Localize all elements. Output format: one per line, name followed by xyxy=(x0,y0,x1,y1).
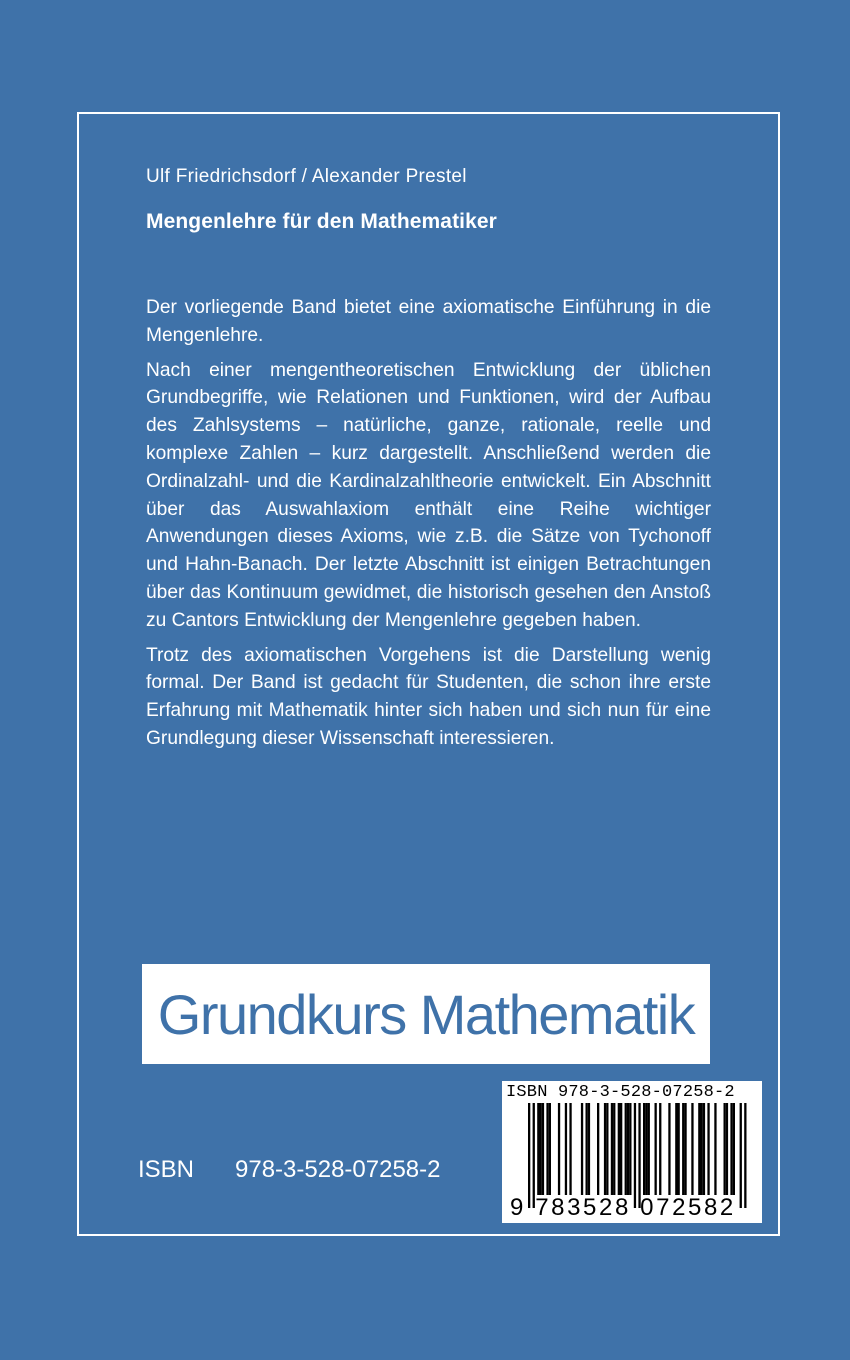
blurb-paragraph: Trotz des axiomatischen Vorgehens ist die Darstellung wenig formal. Der Band ist gedacht für Studenten, die schon ihre erste Erfahrung mit Mathematik hinter sich haben und sich nun für eine Grundlegung dieser Wissenschaft interessieren. xyxy=(146,644,711,749)
barcode-bar xyxy=(586,1103,588,1195)
barcode-bar xyxy=(714,1103,716,1195)
barcode-bar xyxy=(733,1103,735,1195)
barcode-bar xyxy=(537,1103,539,1195)
barcode-bar xyxy=(618,1103,620,1195)
isbn-line xyxy=(138,1156,441,1184)
barcode-bar xyxy=(558,1103,560,1195)
isbn-number: 978-3-528-07258-2 xyxy=(235,1156,441,1183)
barcode-bar xyxy=(546,1103,548,1195)
blurb xyxy=(146,294,711,760)
barcode-bar xyxy=(588,1103,590,1195)
barcode-bar xyxy=(691,1103,693,1195)
book-title: Mengenlehre für den Mathematiker xyxy=(146,210,497,233)
barcode-bar xyxy=(634,1103,636,1208)
barcode-isbn-text: ISBN 978-3-528-07258-2 xyxy=(506,1083,735,1102)
barcode-bar xyxy=(703,1103,705,1195)
barcode-bar xyxy=(701,1103,703,1195)
barcode-bar xyxy=(581,1103,583,1195)
blurb-paragraph: Nach einer mengentheoretischen Entwicklung der üblichen Grundbegriffe, wie Relationen und Funktionen, wird der Aufbau des Zahlsystems – natürliche, ganze, rationale, reelle und komplexe Zahlen – kurz dargestellt. Anschließend werden die Ordinalzahl- und die Kardinalzahltheorie entwickelt. Ein Abschnitt über das Auswahlaxiom enthält eine Reihe wichtiger Anwendungen dieses Axioms, wie z.B. die Sätze von Tychonoff und Hahn-Banach. Der letzte Abschnitt ist einigen Betrachtungen über das Kontinuum gewidmet, die historisch gesehen den Anstoß zu Cantors Entwicklung der Mengenlehre gegeben haben. xyxy=(146,359,711,631)
barcode-bar xyxy=(730,1103,732,1195)
barcode-bar xyxy=(604,1103,606,1195)
barcode-bar xyxy=(542,1103,544,1195)
barcode-bar xyxy=(620,1103,622,1195)
series-banner xyxy=(142,964,710,1064)
barcode-bar xyxy=(744,1103,746,1208)
barcode-bar xyxy=(528,1103,530,1208)
barcode-bar xyxy=(684,1103,686,1195)
authors: Ulf Friedrichsdorf / Alexander Prestel xyxy=(146,166,467,187)
barcode-bar xyxy=(645,1103,647,1195)
series-name: Grundkurs Mathematik xyxy=(157,982,695,1046)
barcode-bar xyxy=(682,1103,684,1195)
barcode-bar xyxy=(569,1103,571,1195)
barcode-bar xyxy=(655,1103,657,1195)
barcode-bar xyxy=(629,1103,631,1195)
barcode-bar xyxy=(613,1103,615,1195)
barcode-bar xyxy=(668,1103,670,1195)
barcode-bar xyxy=(659,1103,661,1195)
barcode-bar xyxy=(740,1103,742,1208)
barcode-bar xyxy=(540,1103,542,1195)
barcode-bar xyxy=(549,1103,551,1195)
barcode-bar xyxy=(707,1103,709,1195)
barcode-bar xyxy=(698,1103,700,1195)
barcode-bar xyxy=(726,1103,728,1195)
barcode-bar xyxy=(611,1103,613,1195)
barcode-bar xyxy=(606,1103,608,1195)
blurb-paragraph: Der vorliegende Band bietet eine axiomatische Einführung in die Mengenlehre. xyxy=(146,297,711,346)
barcode-bar xyxy=(533,1103,535,1208)
barcode-bar xyxy=(627,1103,629,1195)
barcode xyxy=(502,1081,762,1223)
barcode-bar xyxy=(724,1103,726,1195)
barcode-bar xyxy=(648,1103,650,1195)
barcode-bar xyxy=(565,1103,567,1195)
barcode-bar xyxy=(625,1103,627,1195)
isbn-label: ISBN xyxy=(138,1156,195,1183)
barcode-bar xyxy=(678,1103,680,1195)
barcode-bar xyxy=(643,1103,645,1195)
barcode-bar xyxy=(597,1103,599,1195)
barcode-bar xyxy=(638,1103,640,1208)
barcode-bar xyxy=(675,1103,677,1195)
barcode-digits: 9 783528 072582 xyxy=(510,1194,736,1221)
